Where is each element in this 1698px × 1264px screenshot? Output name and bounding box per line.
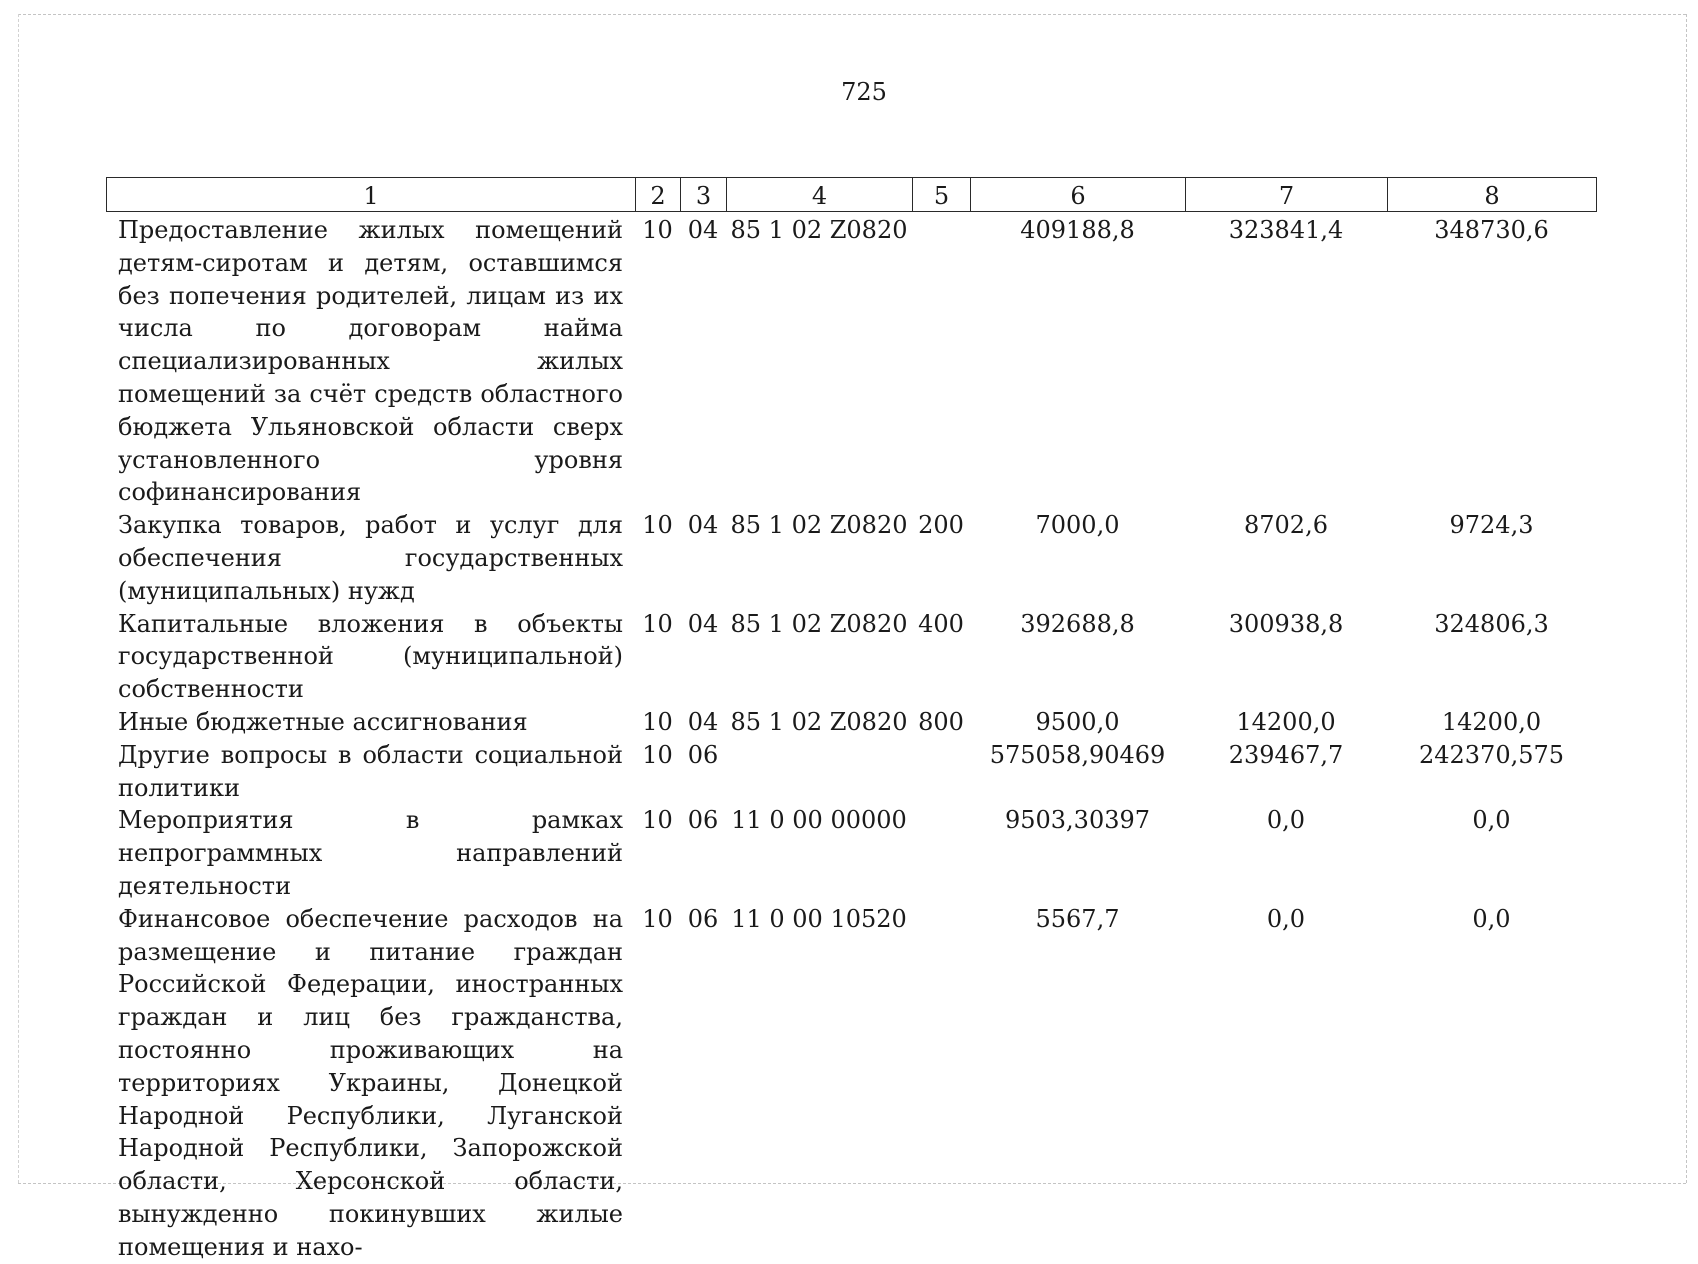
row-expense-type: 400 [918,609,964,638]
row-target-article [726,739,912,805]
column-header-row [107,178,1597,212]
row-expense-type: 800 [918,707,964,736]
row-subsection: 06 [687,806,719,835]
row-amount-1: 5567,7 [1035,904,1120,933]
column-header-expense-type: 5 [913,178,971,212]
row-amount-3: 0,0 [1472,806,1511,835]
row-expense-type [912,739,970,805]
row-name: Другие вопросы в области социальной политики [118,740,623,802]
table-row [106,739,1596,805]
column-header-name: 1 [107,178,636,212]
row-subsection: 06 [687,740,719,769]
table-row [106,903,1596,1264]
table-row [106,804,1596,902]
row-expense-type [912,903,970,1264]
row-name: Иные бюджетные ассигнования [118,707,528,736]
row-target-article: 85 1 02 Z0820 [730,216,908,244]
row-section: 10 [642,904,673,933]
table-row [106,608,1596,706]
row-amount-3: 348730,6 [1434,216,1549,244]
row-subsection: 04 [687,609,719,638]
row-subsection: 04 [687,216,719,244]
row-subsection: 04 [687,511,719,540]
column-header-section: 2 [636,178,681,212]
row-expense-type [912,804,970,902]
column-header-amount-3: 8 [1388,178,1597,212]
column-header-target-article: 4 [727,178,913,212]
row-subsection: 06 [687,904,719,933]
row-amount-3: 324806,3 [1434,609,1549,638]
table-row [106,509,1596,607]
page-number: 725 [841,78,887,106]
row-section: 10 [642,806,673,835]
row-target-article: 85 1 02 Z0820 [730,511,908,540]
column-header-amount-2: 7 [1186,178,1388,212]
row-target-article: 85 1 02 Z0820 [730,707,908,736]
row-amount-1: 7000,0 [1035,511,1120,540]
row-amount-3: 9724,3 [1449,511,1534,540]
row-amount-2: 8702,6 [1244,511,1328,540]
row-target-article: 11 0 00 10520 [731,904,907,933]
column-header-amount-1: 6 [971,178,1186,212]
row-name: Капитальные вложения в объекты государственной (муниципальной) собственности [118,609,623,704]
row-amount-2: 14200,0 [1236,707,1336,736]
row-amount-2: 239467,7 [1228,740,1344,769]
row-amount-1: 9500,0 [1035,707,1120,736]
row-section: 10 [642,609,673,638]
row-section: 10 [642,216,673,244]
column-header-table [106,177,1597,212]
row-amount-1: 575058,90469 [989,740,1166,769]
row-section: 10 [642,740,673,769]
row-amount-3: 0,0 [1472,904,1511,933]
table-row [106,706,1596,739]
row-name: Закупка товаров, работ и услуг для обеспечения государственных (муниципальных) нужд [118,511,623,605]
row-name: Предоставление жилых помещений детям-сиротам и детям, оставшимся без попечения родителей, лицам из их числа по договорам найма специализированных жилых помещений за счёт средств областного бюджета Ульяновской области сверх установленного уровня софинансирования [118,216,623,507]
row-expense-type [912,214,970,509]
row-amount-2: 0,0 [1266,806,1306,835]
table-row [106,214,1596,509]
row-amount-1: 9503,30397 [1004,806,1151,835]
row-target-article: 11 0 00 00000 [731,806,907,835]
row-section: 10 [642,707,673,736]
row-amount-1: 392688,8 [1020,609,1135,638]
scan-border-top [18,14,1686,15]
row-name: Мероприятия в рамках непрограммных направлений деятельности [118,806,623,900]
row-amount-2: 323841,4 [1228,216,1344,244]
row-amount-3: 242370,575 [1418,740,1565,769]
row-amount-3: 14200,0 [1441,707,1542,736]
row-amount-2: 300938,8 [1228,609,1344,638]
row-name: Финансовое обеспечение расходов на размещение и питание граждан Российской Федерации, иностранных граждан и лиц без гражданства, постоянно проживающих на территориях Украины, Донецкой Народной Республики, Луганской Народной Республики, Запорожской области, Херсонской области, вынужденно покинувших жилые помещения и нахо- [118,904,623,1261]
row-amount-1: 409188,8 [1020,216,1135,244]
row-subsection: 04 [687,707,719,736]
row-target-article: 85 1 02 Z0820 [730,609,908,638]
row-amount-2: 0,0 [1266,904,1306,933]
row-section: 10 [642,511,673,540]
budget-table [106,214,1596,1264]
row-expense-type: 200 [918,511,964,540]
scan-border-right [1686,14,1687,1183]
column-header-subsection: 3 [681,178,727,212]
scan-border-left [18,14,19,1183]
